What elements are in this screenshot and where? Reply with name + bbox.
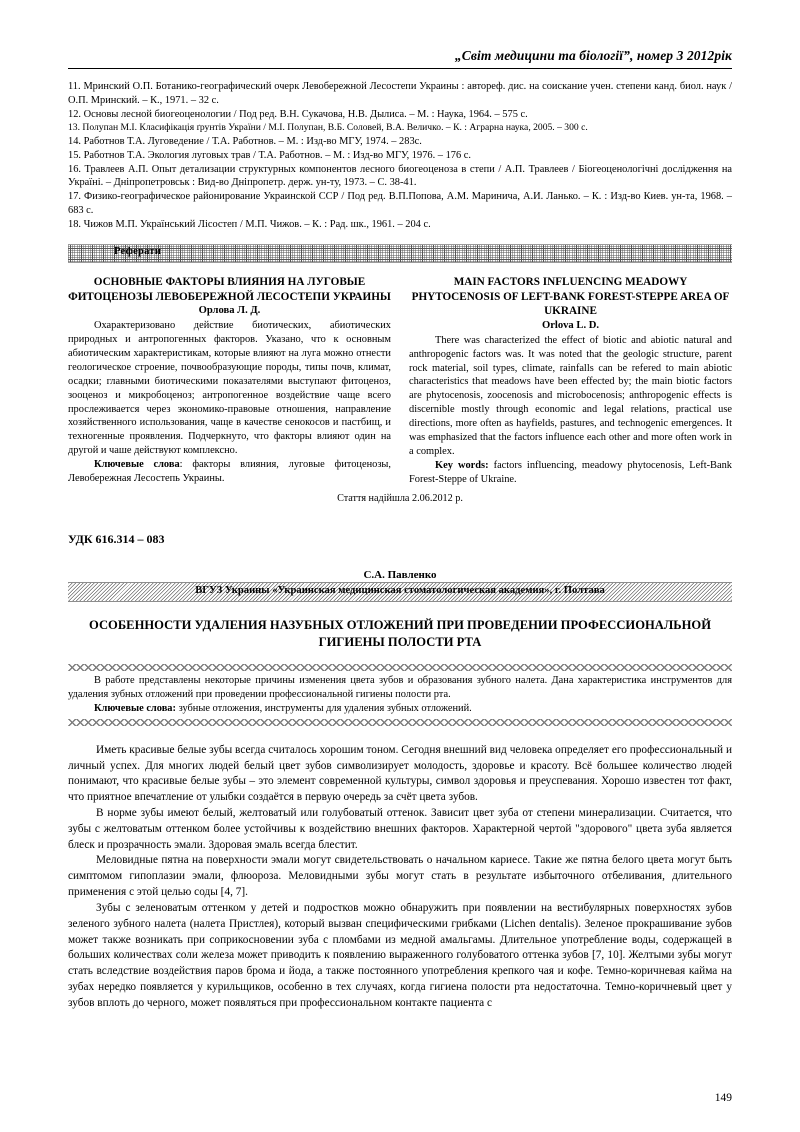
page-content	[68, 0, 732, 1012]
reference-item: 15. Работнов Т.А. Экология луговых трав / Т.А. Работнов. – М. : Изд-во МГУ, 1976. – 176 с.	[68, 149, 471, 161]
abstract-body-ru: Охарактеризовано действие биотических, абиотических природных и антропогенных факторов. Указано, что к основным абиотическим характеристикам, которые влияют на луга можно отнести геологическое строение, почвообразующие породы, типы почв, климат, осадки; главными биотическими показателями выступают фитоценоз, зооценоз и микробоценоз; антропогенное воздействие чаще всего прослеживается через экономико-правовые отношения, направление хозяйственного использования, чаще в качестве сенокосов и пастбищ, и техногенные проявления. Подчеркнуто, что факторы влияют один на другой и чаше действуют комплексно.	[68, 320, 391, 457]
article-keywords-value: зубные отложения, инструменты для удаления зубных отложений.	[175, 702, 472, 714]
reference-item: 14. Работнов Т.А. Луговедение / Т.А. Работнов. – М. : Изд-во МГУ, 1974. – 283с.	[68, 135, 422, 147]
zigzag-divider-bottom	[68, 719, 732, 726]
section-bar-label: Реферати	[114, 246, 162, 258]
abstract-column-ru	[68, 275, 391, 486]
abstract-keywords-ru	[68, 458, 391, 486]
reference-item: 18. Чижов М.П. Український Лісостеп / М.П. Чижов. – К. : Рад. шк., 1961. – 204 с.	[68, 218, 431, 230]
reference-item: 11. Мринский О.П. Ботанико-географический очерк Левобережной Лесостепи Украины : автореф. дис. на соискание учен. степени канд. биол. наук / О.П. Мринский. – К., 1971. – 32 с.	[68, 81, 732, 106]
abstract-columns	[68, 275, 732, 486]
section-bar-abstracts	[68, 244, 732, 263]
body-paragraph: Зубы с зеленоватым оттенком у детей и подростков можно обнаружить при появлении на вестибулярных поверхностях зубов зеленого зубного налета (налета Пристлея), который вызван специфическими грибками (Lichen dentalis). Зеленое прокрашивание зубов может также возникать при соприкосновении зуба с пломбами из медной амальгамы. Длительное употребление воды, содержащей в больших количествах соли железа может приводить к появлению выраженного голубоватого оттенка зубов [7, 10]. Желтыми зубы могут стать вследствие воздействия паров брома и йода, а также постоянного употребления крепкого чая и кофе. Темно-коричневая кайма на зубах нередко появляется у курильщиков, особенно в тех случаях, когда гигиена полости рта недостаточна. Темно-коричневый цвет у зубов вплоть до черного, может появляться при профессиональном контакте пациента с	[68, 901, 732, 1009]
header-divider	[68, 68, 732, 69]
abstract-author-ru: Орлова Л. Д.	[198, 305, 261, 317]
article-keywords-label: Ключевые слова:	[94, 702, 176, 714]
zigzag-divider-top	[68, 664, 732, 671]
abstract-column-en	[409, 275, 732, 486]
body-paragraph: Иметь красивые белые зубы всегда считалось хорошим тоном. Сегодня внешний вид человека определяет его профессиональный и личный успех. Для многих людей белый цвет зубов символизирует молодость, здоровье и красоту. Всё большее количество людей понимают, что красивые белые зубы – это элемент современной культуры, символ здоровья и преуспевания. Хорошо известен тот факт, что приятное впечатление от улыбки создаётся в первую очередь за счёт цвета зубов.	[68, 743, 732, 804]
article-body	[68, 743, 732, 1012]
body-paragraph: В норме зубы имеют белый, желтоватый или голубоватый оттенок. Зависит цвет зуба от степени минерализации. Считается, что зубы с желтоватым оттенком более устойчивы к воздействию внешних факторов. Характерной чертой "здорового" цвета зуба является блеск и прозрачность эмали. Здоровая эмаль всегда блестит.	[68, 807, 732, 851]
reference-item: 17. Физико-географическое районирование Украинской ССР / Под ред. В.П.Попова, А.М. Маринича, А.И. Ланько. – К. : Изд-во Киев. ун-та, 1968. – 683 с.	[68, 191, 732, 216]
article-institution: ВГУЗ Украины «Украинская медицинская стоматологическая академия», г. Полтава	[195, 584, 605, 596]
udc-code: УДК 616.314 – 083	[68, 531, 165, 546]
reference-item: 13. Полупан М.І. Класифікація ґрунтів України / М.І. Полупан, В.Б. Соловей, В.А. Величко. – К. : Аграрна наука, 2005. – 300 с.	[68, 121, 588, 133]
article-keywords	[68, 702, 732, 716]
article-abstract-block	[68, 664, 732, 726]
article-institution-bar	[68, 582, 732, 602]
reference-list	[68, 80, 732, 231]
keywords-label-en: Key words:	[435, 459, 489, 471]
body-paragraph: Меловидные пятна на поверхности эмали могут свидетельствовать о начальном кариесе. Такие же пятна белого цвета могут быть симптомом гипоплазии эмали, флюороза. Меловидными зубы могут стать в результате избыточного отбеливания, длительного применения с этой целью соды [4, 7].	[68, 854, 732, 899]
reference-item: 16. Травлеев А.П. Опыт детализации структурных компонентов лесного биогеоценоза в степи / А.П. Травлеев / Біогеоценологічні дослідження на Україні. – Дніпропетровськ : Вид-во Дніпропетр. держ. ун-ту, 1973. – С. 38-41.	[68, 163, 732, 189]
keywords-value-en: factors influencing, meadowy phytocenosis, Left-Bank Forest-Steppe of Ukraine.	[409, 459, 732, 485]
reference-item: 12. Основы лесной биогеоценологии / Под ред. В.Н. Сукачова, Н.В. Дылиса. – М. : Наука, 1964. – 575 с.	[68, 108, 528, 120]
page-number: 149	[714, 1092, 732, 1104]
keywords-value-ru: : факторы влияния, луговые фитоценозы, Левобережная Лесостепь Украины.	[68, 459, 392, 485]
received-date: Стаття надійшла 2.06.2012 р.	[337, 492, 463, 504]
abstract-body-en: There was characterized the effect of biotic and abiotic natural and anthropogenic factors was. It was noted that the geologic structure, parent rock material, soil types, climate, rainfalls can be refered to main abiotic characteristics that meadows have been effected by; the main biotic factors are phytocenosis, zoocenosis and microbocenosis; anthropogenic effects is discernible mostly through economic and legal relations, practical use directions, more often as hayfields, pastures, and technogenic emergences. It was emphasized that the factors influence each other and more often work in a complex.	[409, 334, 732, 457]
article-author: С.А. Павленко	[363, 568, 437, 581]
abstract-title-en: MAIN FACTORS INFLUENCING MEADOWY PHYTOCENOSIS OF LEFT-BANK FOREST-STEPPE AREA OF UKRAINE	[411, 276, 730, 318]
running-head: „Світ медицини та біології”, номер 3 2012рік	[454, 48, 732, 63]
abstract-title-ru: ОСНОВНЫЕ ФАКТОРЫ ВЛИЯНИЯ НА ЛУГОВЫЕ ФИТОЦЕНОЗЫ ЛЕВОБЕРЕЖНОЙ ЛЕСОСТЕПИ УКРАИНЫ	[68, 276, 391, 303]
abstract-keywords-en	[409, 459, 732, 487]
article-title: ОСОБЕННОСТИ УДАЛЕНИЯ НАЗУБНЫХ ОТЛОЖЕНИЙ ПРИ ПРОВЕДЕНИИ ПРОФЕССИОНАЛЬНОЙ ГИГИЕНЫ ПОЛОСТИ РТА	[89, 617, 711, 649]
article-abstract: В работе представлены некоторые причины изменения цвета зубов и образования зубного налета. Дана характеристика инструментов для удаления зубных отложений при проведении профессиональной гигиены полости рта.	[68, 674, 732, 700]
keywords-label-ru: Ключевые слова	[94, 459, 180, 471]
abstract-author-en: Orlova L. D.	[541, 319, 600, 331]
